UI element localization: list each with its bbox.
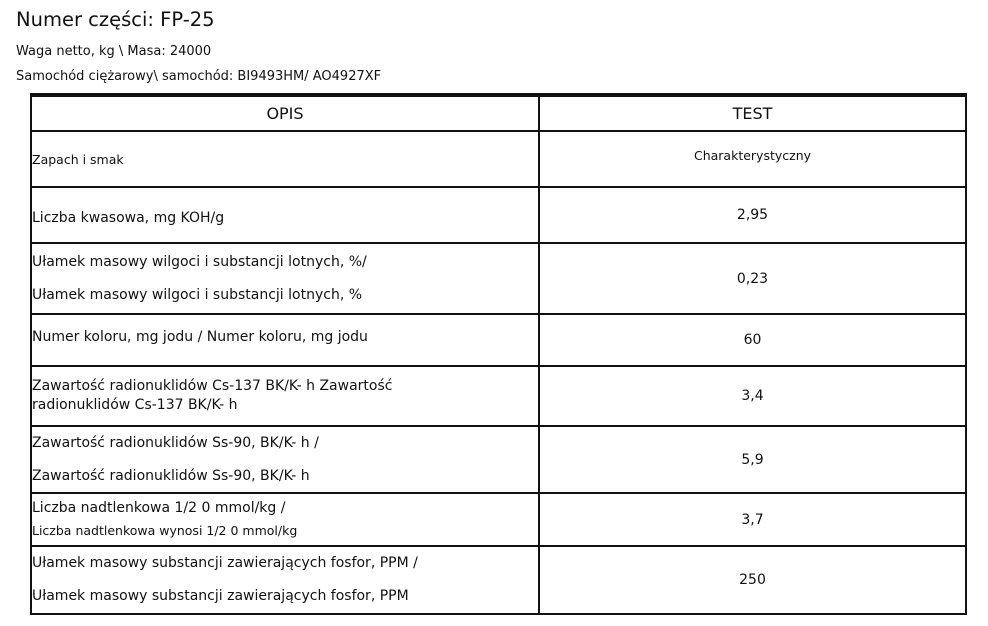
table-row [31,426,966,493]
description-line: Zapach i smak [32,151,124,167]
value-text: 0,23 [736,270,769,287]
description-line: Ułamek masowy wilgoci i substancji lotnych, % [32,286,363,303]
row-description [31,546,539,614]
row-description [31,243,539,314]
row-description [31,493,539,546]
row-value [539,187,966,243]
row-description [31,426,539,493]
description-line: radionuklidów Cs-137 BK/K- h [32,397,238,413]
table-row [31,187,966,243]
net-weight-line: Waga netto, kg \ Masa: 24000 [16,44,212,59]
table-row [31,366,966,426]
column-header-test: TEST [539,95,966,131]
value-text: Charakterystyczny [693,148,812,163]
row-value [539,243,966,314]
row-description [31,366,539,426]
table-row [31,314,966,366]
row-value [539,426,966,493]
row-value [539,493,966,546]
description-line: Zawartość radionuklidów Ss-90, BK/K- h [32,467,310,484]
row-description [31,131,539,187]
description-line: Zawartość radionuklidów Ss-90, BK/K- h / [32,434,319,451]
description-line: Numer koloru, mg jodu / Numer koloru, mg jodu [32,328,368,345]
description-line: Liczba kwasowa, mg KOH/g [32,209,225,226]
description-line: Liczba nadtlenkowa wynosi 1/2 0 mmol/kg [32,523,298,538]
table-header-row [31,95,966,131]
table-row [31,493,966,546]
row-description [31,314,539,366]
value-text: 5,9 [741,451,764,468]
value-text: 3,7 [741,511,764,528]
value-text: 3,4 [741,388,764,404]
part-number-title: Numer części: FP-25 [16,8,215,31]
row-value [539,366,966,426]
row-value [539,131,966,187]
column-header-opis: OPIS [31,95,539,131]
value-text: 2,95 [736,207,769,223]
table-row [31,131,966,187]
description-line: Liczba nadtlenkowa 1/2 0 mmol/kg / [32,500,286,516]
description-line: Ułamek masowy substancji zawierających fosfor, PPM / [32,555,418,571]
row-description [31,187,539,243]
truck-line: Samochód ciężarowy\ samochód: BI9493HM/ AO4927XF [16,69,382,84]
table-row [31,243,966,314]
spec-table [30,93,967,615]
value-text: 250 [739,572,766,588]
description-line: Ułamek masowy substancji zawierających fosfor, PPM [32,588,409,604]
description-line: Ułamek masowy wilgoci i substancji lotnych, %/ [32,253,367,270]
table-row [31,546,966,614]
value-text: 60 [743,332,762,348]
row-value [539,546,966,614]
description-line: Zawartość radionuklidów Cs-137 BK/K- h Zawartość [32,378,393,394]
row-value [539,314,966,366]
